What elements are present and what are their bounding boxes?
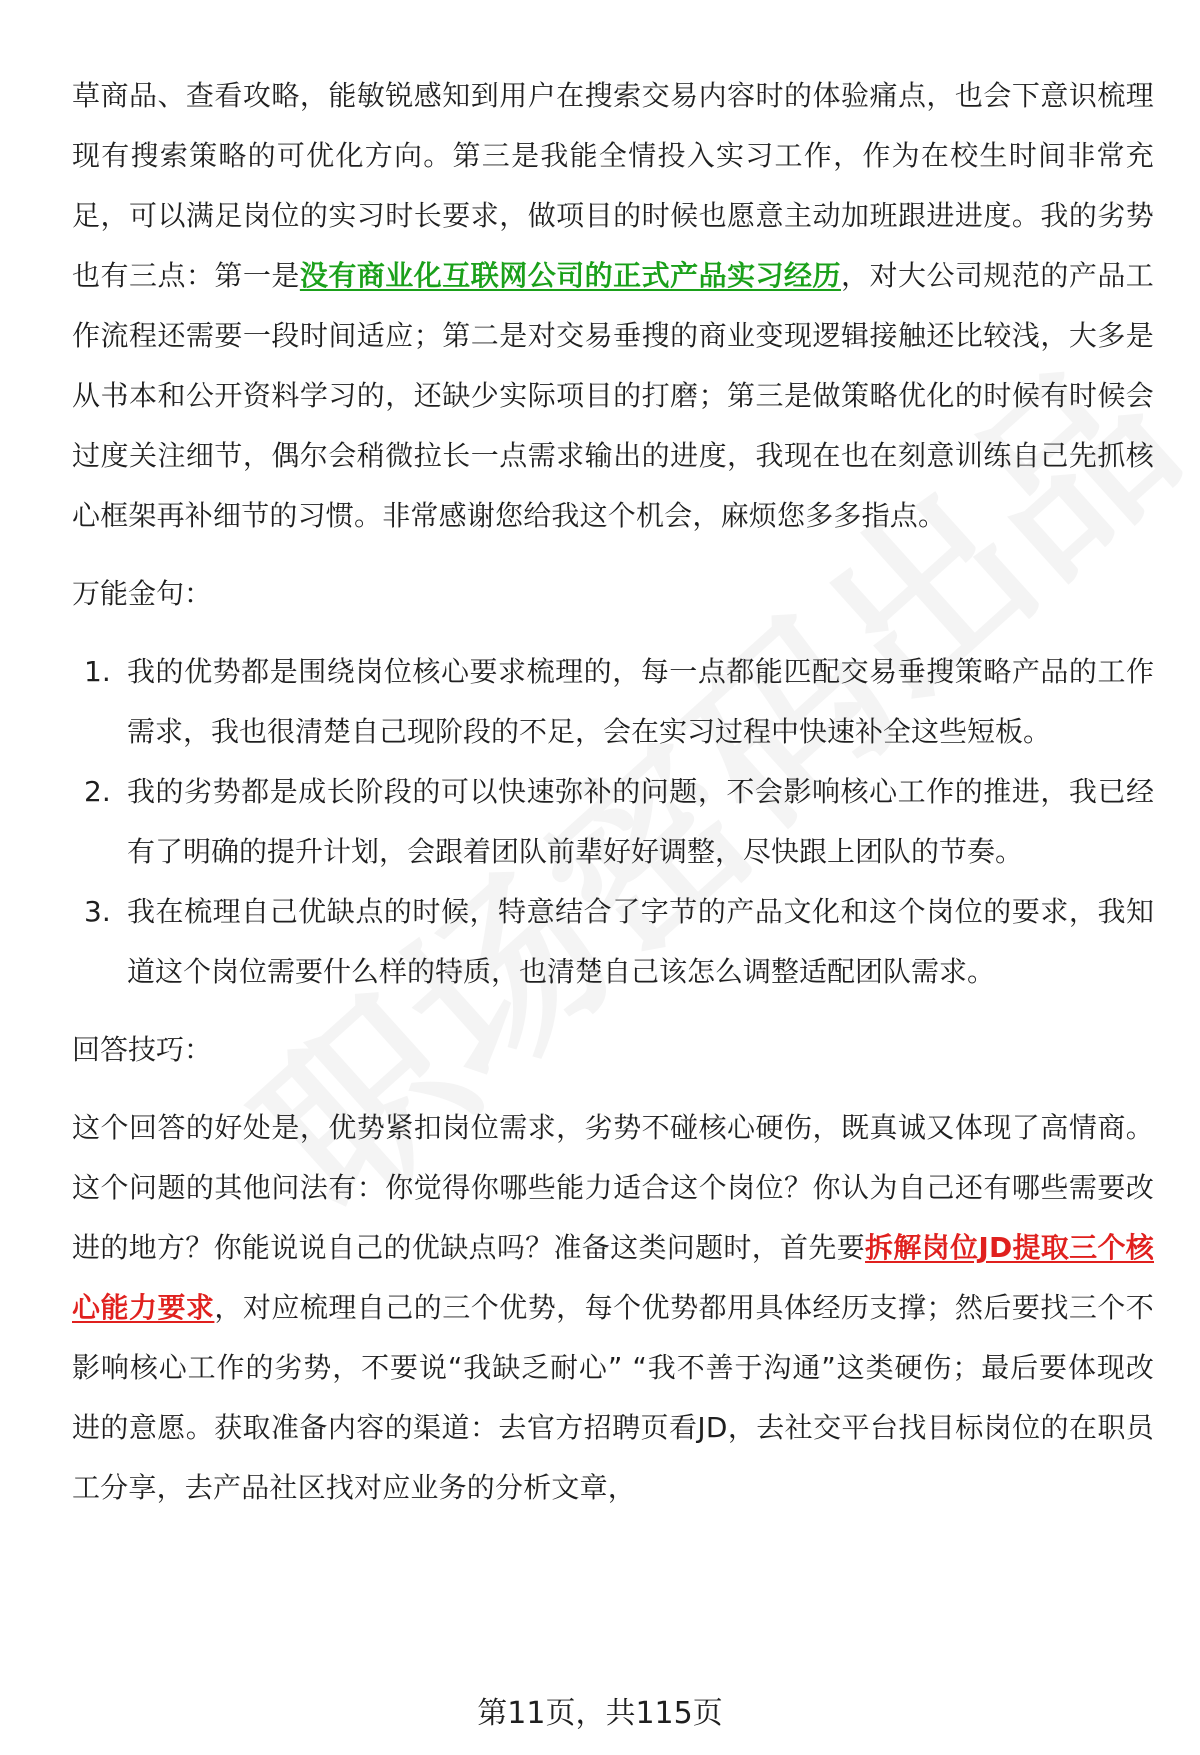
paragraph-intro	[72, 66, 1154, 546]
highlight-green-text: 没有商业化互联网公司的正式产品实习经历	[299, 259, 841, 292]
page-content	[72, 66, 1154, 1518]
paragraph-text: ，对大公司规范的产品工作流程还需要一段时间适应；第二是对交易垂搜的商业变现逻辑接触还比较浅，大多是从书本和公开资料学习的，还缺少实际项目的打磨；第三是做策略优化的时候有时候会过度关注细节，偶尔会稍微拉长一点需求输出的进度，我现在也在刻意训练自己先抓核心框架再补细节的习惯。非常感谢您给我这个机会，麻烦您多多指点。	[72, 259, 1155, 532]
paragraph-tips	[72, 1098, 1154, 1518]
list-item	[72, 642, 1154, 762]
highlight-red-text: 拆解岗位JD提取三个核心能力要求	[72, 1231, 1154, 1324]
list-number: 1.	[84, 655, 111, 688]
list-text: 我在梳理自己优缺点的时候，特意结合了字节的产品文化和这个岗位的要求，我知道这个岗位需要什么样的特质，也清楚自己该怎么调整适配团队需求。	[127, 895, 1154, 988]
list-number: 2.	[84, 775, 111, 808]
golden-sentence-list	[72, 642, 1154, 1002]
paragraph-text: ，对应梳理自己的三个优势，每个优势都用具体经历支撑；然后要找三个不影响核心工作的劣势，不要说“我缺乏耐心” “我不善于沟通”这类硬伤；最后要体现改进的意愿。获取准备内容的渠道：去官方招聘页看JD，去社交平台找目标岗位的在职员工分享，去产品社区找对应业务的分析文章，	[72, 1291, 1154, 1504]
list-number: 3.	[84, 895, 111, 928]
heading-golden-sentences: 万能金句：	[72, 577, 213, 610]
list-item	[72, 882, 1154, 1002]
paragraph-text: 草商品、查看攻略，能敏锐感知到用户在搜索交易内容时的体验痛点，也会下意识梳理现有搜索策略的可优化方向。第三是我能全情投入实习工作，作为在校生时间非常充足，可以满足岗位的实习时长要求，做项目的时候也愿意主动加班跟进进度。我的劣势也有三点：第一是	[72, 79, 1154, 292]
paragraph-text: 这个回答的好处是，优势紧扣岗位需求，劣势不碰核心硬伤，既真诚又体现了高情商。这个问题的其他问法有：你觉得你哪些能力适合这个岗位？你认为自己还有哪些需要改进的地方？你能说说自己的优缺点吗？准备这类问题时，首先要	[72, 1111, 1154, 1264]
list-text: 我的优势都是围绕岗位核心要求梳理的，每一点都能匹配交易垂搜策略产品的工作需求，我也很清楚自己现阶段的不足，会在实习过程中快速补全这些短板。	[127, 655, 1154, 748]
list-text: 我的劣势都是成长阶段的可以快速弥补的问题，不会影响核心工作的推进，我已经有了明确的提升计划，会跟着团队前辈好好调整，尽快跟上团队的节奏。	[127, 775, 1154, 868]
heading-answer-tips: 回答技巧：	[72, 1033, 213, 1066]
list-item	[72, 762, 1154, 882]
page-footer: 第11页，共115页	[477, 1696, 723, 1731]
